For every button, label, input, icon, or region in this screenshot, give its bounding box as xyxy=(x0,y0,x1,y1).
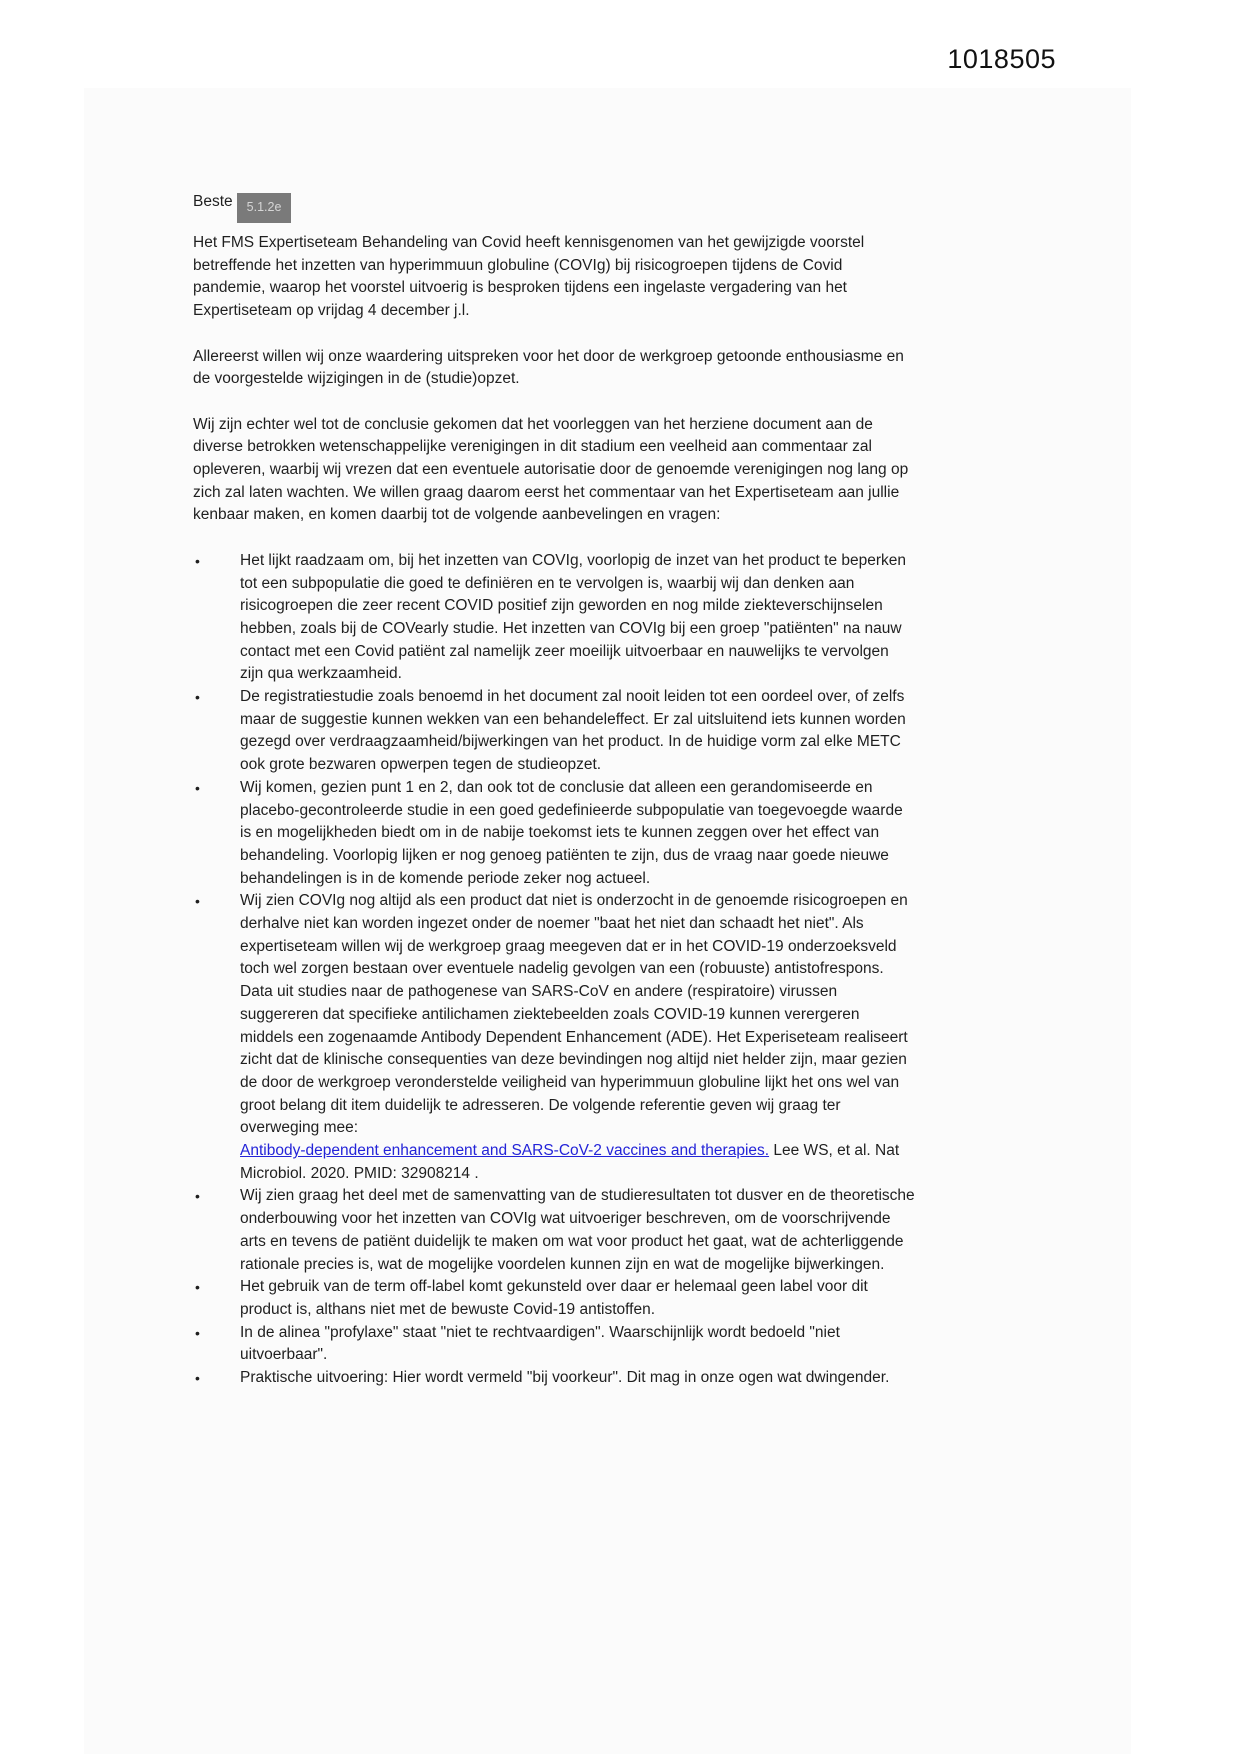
bullet-icon: • xyxy=(195,1324,200,1341)
paragraph-conclusion: Wij zijn echter wel tot de conclusie gekomen dat het voorleggen van het herziene document aan de diverse betrokken wetenschappelijke verenigingen in dit stadium een veelheid aan commentaar zal opleveren, waarbij wij vrezen dat een eventuele autorisatie door de genoemde verenigingen nog lang op zich zal laten wachten. We willen graag daarom eerst het commentaar van het Expertiseteam aan jullie kenbaar maken, en komen daarbij tot de volgende aanbevelingen en vragen: xyxy=(193,415,909,524)
recommendation-item-4 xyxy=(193,890,915,1185)
recommendation-item-5 xyxy=(193,1185,915,1276)
doc-number: 1018505 xyxy=(947,44,1056,74)
recommendation-item-7 xyxy=(193,1322,915,1367)
bullet-icon: • xyxy=(195,893,200,910)
recommendation-text-intro: Wij zien COVIg nog altijd als een product dat niet is onderzocht in de genoemde risicogroepen en derhalve niet kan worden ingezet onder de noemer "baat het niet dan schaadt het niet". Als expertiseteam willen wij de werkgroep graag meegeven dat er in het COVID-19 onderzoeksveld toch wel zorgen bestaan over eventuele nadelig gevolgen van een (robuuste) antistofrespons. Data uit studies naar de pathogenese van SARS-CoV en andere (respiratoire) virussen suggereren dat specifieke antilichamen ziektebeelden zoals COVID-19 kunnen verergeren middels een zogenaamde Antibody Dependent Enhancement (ADE). Het Experiseteam realiseert zicht dat de klinische consequenties van deze bevindingen nog altijd niet helder zijn, maar gezien de door de werkgroep veronderstelde veiligheid van hyperimmuun globuline lijkt het ons wel van groot belang dit item duidelijk te adresseren. De volgende referentie geven wij graag ter overweging mee: xyxy=(240,892,908,1137)
recommendation-text: Het lijkt raadzaam om, bij het inzetten van COVIg, voorlopig de inzet van het product te beperken tot een subpopulatie die goed te definiëren en te vervolgen is, waarbij wij dan denken aan risicogroepen die zeer recent COVID positief zijn geworden en nog milde ziekteverschijnselen hebben, zoals bij de COVearly studie. Het inzetten van COVIg bij een groep "patiënten" na nauw contact met een Covid patiënt zal namelijk zeer moeilijk uitvoerbaar en nauwelijks te vervolgen zijn qua werkzaamheid. xyxy=(240,551,907,683)
recommendation-item-1 xyxy=(193,550,915,686)
recommendation-text: Wij komen, gezien punt 1 en 2, dan ook tot de conclusie dat alleen een gerandomiseerde en placebo-gecontroleerde studie in een goed gedefinieerde subpopulatie van toegevoegde waarde is en mogelijkheden biedt om in de nabije toekomst iets te kunnen zeggen over het effect van behandeling. Voorlopig lijken er nog genoeg patiënten te zijn, dus de vraag naar goede nieuwe behandelingen is in de komende periode zeker nog actueel. xyxy=(240,778,903,887)
recommendation-text: Praktische uitvoering: Hier wordt vermeld "bij voorkeur". Dit mag in onze ogen wat dwingender. xyxy=(240,1369,890,1387)
paragraph-appreciation: Allereerst willen wij onze waardering uitspreken voor het door de werkgroep getoonde enthousiasme en de voorgestelde wijzigingen in de (studie)opzet. xyxy=(193,347,904,388)
recommendation-item-3 xyxy=(193,777,915,891)
paragraph-intro: Het FMS Expertiseteam Behandeling van Covid heeft kennisgenomen van het gewijzigde voorstel betreffende het inzetten van hyperimmuun globuline (COVIg) bij risicogroepen tijdens de Covid pandemie, waarop het voorstel uitvoerig is besproken tijdens een ingelaste vergadering van het Expertiseteam op vrijdag 4 december j.l. xyxy=(193,234,865,320)
bullet-icon: • xyxy=(195,552,200,569)
bullet-icon: • xyxy=(195,1279,200,1296)
reference-line xyxy=(240,1140,915,1185)
recommendation-text: In de alinea "profylaxe" staat "niet te rechtvaardigen". Waarschijnlijk wordt bedoeld "niet uitvoerbaar". xyxy=(240,1323,840,1364)
recommendation-item-2 xyxy=(193,686,915,777)
salutation-text: Beste xyxy=(193,193,233,210)
reference-link[interactable]: Antibody-dependent enhancement and SARS-CoV-2 vaccines and therapies. xyxy=(240,1142,770,1160)
recommendation-text: Wij zien graag het deel met de samenvatting van de studieresultaten tot dusver en de theoretische onderbouwing voor het inzetten van COVIg wat uitvoeriger beschreven, om de voorschrijvende arts en tevens de patiënt duidelijk te maken om wat voor product het gaat, wat de achterliggende rationale precies is, wat de mogelijke voordelen kunnen zijn en wat de mogelijke bijwerkingen. xyxy=(240,1187,915,1273)
redaction-box: 5.1.2e xyxy=(237,193,292,223)
recommendation-item-8 xyxy=(193,1367,915,1390)
bullet-icon: • xyxy=(195,689,200,706)
salutation-line xyxy=(193,188,915,219)
reference-citation: Lee WS, et al. Nat Microbiol. 2020. PMID: 32908214 . xyxy=(240,1142,900,1182)
recommendations-list xyxy=(193,550,915,1390)
bullet-icon: • xyxy=(195,1188,200,1205)
letter-body xyxy=(193,188,915,1390)
recommendation-item-6 xyxy=(193,1276,915,1321)
recommendation-text: De registratiestudie zoals benoemd in het document zal nooit leiden tot een oordeel over, of zelfs maar de suggestie kunnen wekken van een behandeleffect. Er zal uitsluitend iets kunnen worden gezegd over verdraagzaamheid/bijwerkingen van het product. In de huidige vorm zal elke METC ook grote bezwaren opwerpen tegen de studieopzet. xyxy=(240,688,906,774)
recommendation-text: Het gebruik van de term off-label komt gekunsteld over daar er helemaal geen label voor dit product is, althans niet met de bewuste Covid-19 antistoffen. xyxy=(240,1278,868,1318)
bullet-icon: • xyxy=(195,779,200,796)
bullet-icon: • xyxy=(195,1370,200,1387)
recommendation-text xyxy=(240,890,915,1185)
